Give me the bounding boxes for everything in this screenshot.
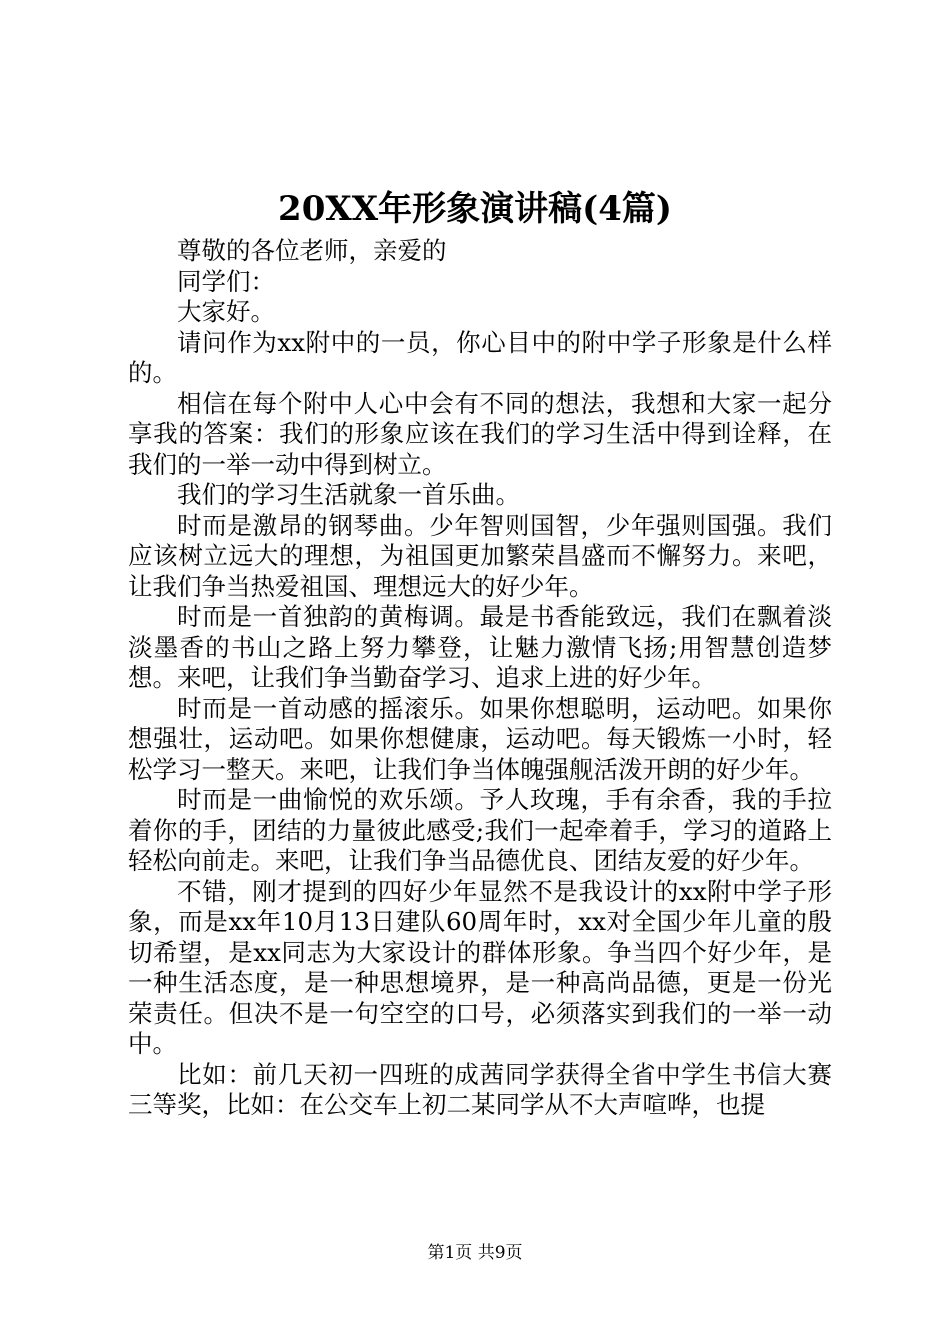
paragraph: 时而是一曲愉悦的欢乐颂。予人玫瑰，手有余香，我的手拉着你的手，团结的力量彼此感受;我们一起牵着手，学习的道路上轻松向前走。来吧，让我们争当品德优良、团结友爱的好少年。: [128, 785, 832, 875]
paragraph: 相信在每个附中人心中会有不同的想法，我想和大家一起分享我的答案：我们的形象应该在我们的学习生活中得到诠释，在我们的一举一动中得到树立。: [128, 388, 832, 479]
paragraph: 尊敬的各位老师，亲爱的: [177, 236, 447, 265]
paragraph: 比如：前几天初一四班的成茜同学获得全省中学生书信大赛三等奖，比如：在公交车上初二某同学从不大声喧哗，也提: [128, 1059, 832, 1119]
paragraph: 时而是激昂的钢琴曲。少年智则国智，少年强则国强。我们应该树立远大的理想，为祖国更加繁荣昌盛而不懈努力。来吧，让我们争当热爱祖国、理想远大的好少年。: [128, 510, 832, 601]
paragraph: 大家好。: [177, 297, 275, 326]
document-title: 20XX年形象演讲稿(4篇): [278, 189, 672, 229]
paragraph: 我们的学习生活就象一首乐曲。: [177, 480, 520, 509]
paragraph: 同学们：: [177, 266, 275, 296]
paragraph: 时而是一首动感的摇滚乐。如果你想聪明，运动吧。如果你想强壮，运动吧。如果你想健康，运动吧。每天锻炼一小时，轻松学习一整天。来吧，让我们争当体魄强舰活泼开朗的好少年。: [128, 693, 832, 784]
paragraph: 不错，刚才提到的四好少年显然不是我设计的xx附中学子形象，而是xx年10月13日建队60周年时，xx对全国少年儿童的殷切希望，是xx同志为大家设计的群体形象。争当四个好少年，是一种生活态度，是一种思想境界，是一种高尚品德，更是一份光荣责任。但决不是一句空空的口号，必须落实到我们的一举一动中。: [128, 876, 832, 1058]
paragraph: 时而是一首独韵的黄梅调。最是书香能致远，我们在飘着淡淡墨香的书山之路上努力攀登，让魅力激情飞扬;用智慧创造梦想。来吧，让我们争当勤奋学习、追求上进的好少年。: [128, 602, 832, 692]
page-number-footer: 第1页 共9页: [427, 1243, 523, 1263]
document-body: [128, 236, 832, 1121]
paragraph: 请问作为xx附中的一员，你心目中的附中学子形象是什么样的。: [128, 327, 832, 387]
